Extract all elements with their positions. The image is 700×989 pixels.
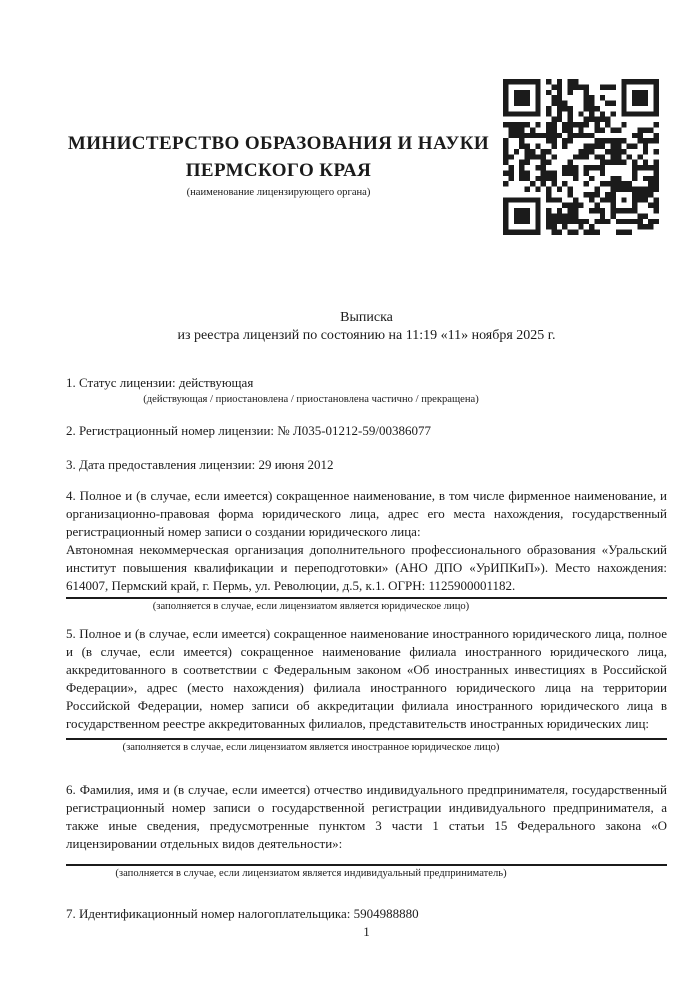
ministry-name-line1: МИНИСТЕРСТВО ОБРАЗОВАНИЯ И НАУКИ <box>67 133 490 154</box>
extract-subtitle: из реестра лицензий по состоянию на 11:19 «11» ноября 2025 г. <box>177 327 556 343</box>
item-entrepreneur-label: 6. Фамилия, имя и (в случае, если имеется) отчество индивидуального предпринимателя, государственный регистрационный номер записи о государственной регистрации индивидуального предпринимателя, а также иные сведения, предусмотренные пунктом 3 части 1 статьи 15 Федерального закона «О лицензировании отдельных видов деятельности»: <box>66 782 667 851</box>
item-legal-entity <box>66 487 667 595</box>
document-content <box>66 0 667 923</box>
item-foreign-entity-label: 5. Полное и (в случае, если имеется) сокращенное наименование иностранного юридического лица, полное и (в случае, если имеется) сокращенное наименование филиала иностранного юридического лица, аккредитованного в соответствии с Федеральным законом «Об иностранных инвестициях в Российской Федерации», адрес (место нахождения) филиала иностранного юридического лица на территории Российской Федерации, номер записи об аккредитации филиала иностранного юридического лица в государственном реестре аккредитованных филиалов, представительств иностранных юридических лиц: <box>66 626 667 731</box>
entrepreneur-caption: (заполняется в случае, если лицензиатом является индивидуальный предприниматель) <box>115 868 507 879</box>
item-license-status: 1. Статус лицензии: действующая <box>66 375 254 390</box>
fill-line-foreign-entity <box>66 738 667 740</box>
page-number: 1 <box>363 924 370 939</box>
ministry-name-line2: ПЕРМСКОГО КРАЯ <box>185 160 372 181</box>
item-license-status-options-caption: (действующая / приостановлена / приостановлена частично / прекращена) <box>143 394 479 405</box>
legal-entity-caption: (заполняется в случае, если лицензиатом является юридическое лицо) <box>152 601 470 612</box>
item-foreign-entity <box>66 625 667 733</box>
extract-title-block <box>66 309 667 344</box>
item-taxpayer-number: 7. Идентификационный номер налогоплательщика: 5904988880 <box>66 906 419 921</box>
foreign-entity-caption: (заполняется в случае, если лицензиатом является иностранное юридическое лицо) <box>122 742 500 753</box>
licensing-authority-block <box>66 130 491 199</box>
item-legal-entity-label: 4. Полное и (в случае, если имеется) сокращенное наименование, в том числе фирменное наименование, и организационно-правовая форма юридического лица, адрес его места нахождения, государственный регистрационный номер записи о создании юридического лица: <box>66 488 667 539</box>
fill-line-entrepreneur <box>66 864 667 866</box>
item-grant-date: 3. Дата предоставления лицензии: 29 июня 2012 <box>66 457 334 472</box>
item-registration-number: 2. Регистрационный номер лицензии: № Л035-01212-59/00386077 <box>66 423 432 438</box>
item-entrepreneur <box>66 781 667 853</box>
extract-title: Выписка <box>340 310 393 325</box>
ministry-caption: (наименование лицензирующего органа) <box>186 187 371 198</box>
item-legal-entity-value: Автономная некоммерческая организация дополнительного профессионального образования «Уральский институт повышения квалификации и переподготовки» (АНО ДПО «УрИПКиП»). Место нахождения: 614007, Пермский край, г. Пермь, ул. Революции, д.5, к.1. ОГРН: 1125900001182. <box>66 542 667 593</box>
fill-line-legal-entity <box>66 597 667 599</box>
